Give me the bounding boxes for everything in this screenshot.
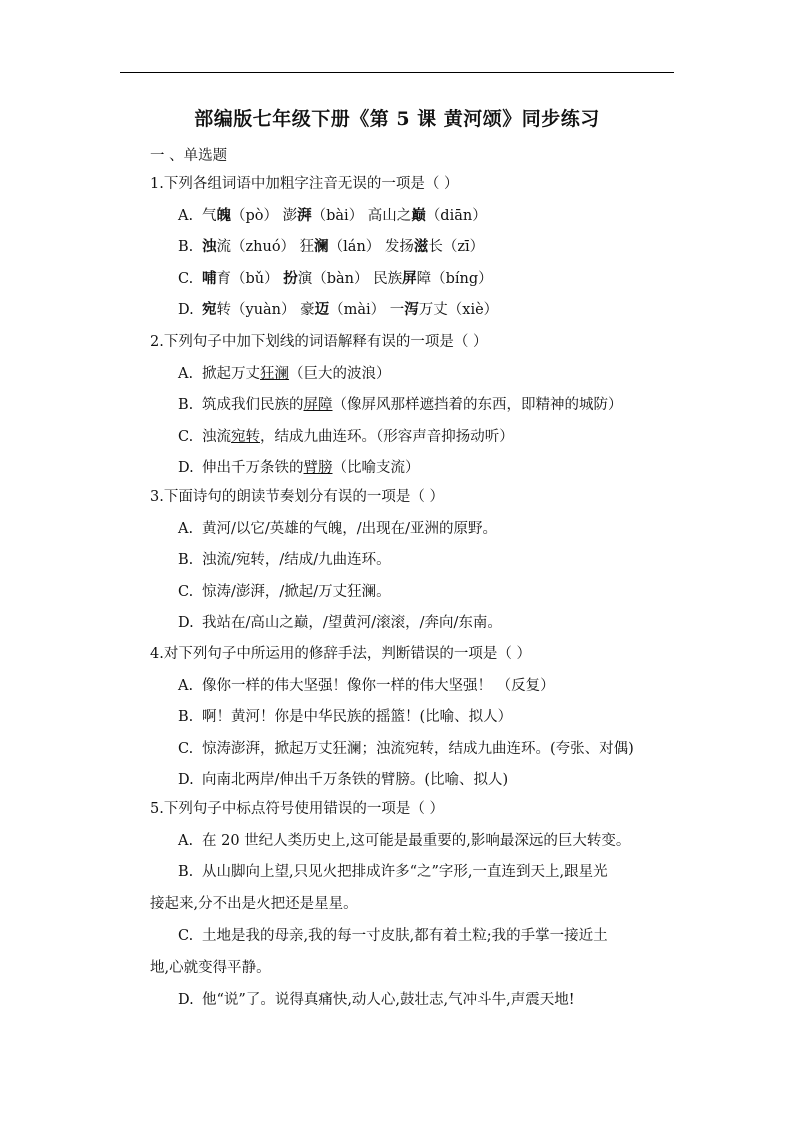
option xyxy=(178,395,623,415)
option-label: A. xyxy=(178,207,194,224)
option-label: D. xyxy=(178,302,194,319)
option-label: B. xyxy=(178,239,194,256)
option xyxy=(178,550,391,570)
option xyxy=(178,676,555,696)
option-text: 他“说”了。说得真痛快,动人心,鼓壮志,气冲斗牛,声震天地! xyxy=(202,992,575,1009)
section-heading: 一 、单选题 xyxy=(150,148,228,164)
option-text: （pò） 澎 xyxy=(231,207,298,224)
option xyxy=(178,770,508,790)
bold-char: 滋 xyxy=(413,238,429,256)
option-label: C. xyxy=(178,740,194,757)
bold-char: 哺 xyxy=(202,269,217,287)
option-label: C. xyxy=(178,428,194,445)
option-label: B. xyxy=(178,709,194,726)
bold-char: 湃 xyxy=(297,206,312,224)
option xyxy=(178,739,634,759)
underlined-word: 屏障 xyxy=(303,397,333,414)
underlined-word: 臂膀 xyxy=(303,460,333,477)
question-stem: 4.对下列句子中所运用的修辞手法，判断错误的一项是（ ） xyxy=(150,646,531,662)
option xyxy=(178,300,498,320)
option xyxy=(178,990,575,1010)
option-text: 惊涛/澎湃，/掀起/万丈狂澜。 xyxy=(202,583,391,600)
bold-char: 魄 xyxy=(216,206,231,224)
option xyxy=(178,458,420,478)
option-text: 惊涛澎湃，掀起万丈狂澜；浊流宛转，结成九曲连环。(夸张、对偶) xyxy=(202,740,634,757)
option-label: A. xyxy=(178,365,194,382)
option-text: 长（zī） xyxy=(428,239,485,256)
option-text: 像你一样的伟大坚强！像你一样的伟大坚强！ （反复） xyxy=(202,677,555,694)
option-label: D. xyxy=(178,992,194,1009)
option xyxy=(178,364,391,384)
option-text: 伸出千万条铁的 xyxy=(202,460,304,477)
bold-char: 扮 xyxy=(283,269,298,287)
option xyxy=(178,206,487,226)
option-label: A. xyxy=(178,520,194,537)
option-text: 育（bǔ） xyxy=(216,270,284,287)
option-label: C. xyxy=(178,270,194,287)
bold-char: 宛 xyxy=(202,301,217,319)
option-continuation: 地,心就变得平静。 xyxy=(150,960,271,977)
option-text: 我站在/高山之巅，/望黄河/滚滚，/奔向/东南。 xyxy=(202,615,502,632)
bold-char: 泻 xyxy=(404,301,419,319)
option xyxy=(178,269,493,289)
bold-char: 迈 xyxy=(314,301,330,319)
option-label: D. xyxy=(178,460,194,477)
option-text: （bài） 高山之 xyxy=(311,207,412,224)
bold-char: 浊 xyxy=(202,238,217,256)
option-text: 啊！黄河！你是中华民族的摇篮！(比喻、拟人） xyxy=(202,709,513,726)
question-stem: 2.下列句子中加下划线的词语解释有误的一项是（ ） xyxy=(150,334,488,350)
page-title: 部编版七年级下册《第 5 课 黄河颂》同步练习 xyxy=(194,108,600,130)
option-text: 气 xyxy=(202,207,217,224)
option xyxy=(178,707,512,727)
header-rule xyxy=(120,72,674,73)
option-label: D. xyxy=(178,615,194,632)
question-stem: 5.下列句子中标点符号使用错误的一项是（ ） xyxy=(150,801,444,817)
option-text: 演（bàn） 民族 xyxy=(297,270,403,287)
option-label: B. xyxy=(178,864,194,881)
bold-char: 澜 xyxy=(314,238,329,256)
underlined-word: 宛转 xyxy=(231,428,260,445)
option-text: 筑成我们民族的 xyxy=(202,397,304,414)
option-text: 浊流 xyxy=(202,428,231,445)
option-text: （diān） xyxy=(425,207,487,224)
option-text: ，结成九曲连环。（形容声音抑扬动听） xyxy=(260,428,514,445)
option-text: 土地是我的母亲,我的每一寸皮肤,都有着土粒;我的手掌一接近土 xyxy=(202,928,608,945)
option-label: C. xyxy=(178,928,194,945)
option-label: A. xyxy=(178,832,194,849)
option xyxy=(178,926,608,946)
option-label: D. xyxy=(178,772,194,789)
option xyxy=(178,831,630,851)
option xyxy=(178,582,391,602)
bold-char: 巅 xyxy=(411,206,426,224)
option-text: 万丈（xiè） xyxy=(418,302,499,319)
option-text: 黄河/以它/英雄的气魄，/出现在/亚洲的原野。 xyxy=(202,520,498,537)
question-stem: 3.下面诗句的朗读节奏划分有误的一项是（ ） xyxy=(150,489,444,505)
option xyxy=(178,237,484,257)
option-text: 转（yuàn） 豪 xyxy=(216,302,315,319)
option-text: （像屏风那样遮挡着的东西，即精神的城防） xyxy=(332,397,623,414)
option-label: B. xyxy=(178,397,194,414)
option-text: 在 20 世纪人类历史上,这可能是最重要的,影响最深远的巨大转变。 xyxy=(202,832,631,849)
option-text: 障（bíng） xyxy=(416,270,493,287)
option-text: （巨大的波浪） xyxy=(289,365,391,382)
option-label: C. xyxy=(178,583,194,600)
option-label: B. xyxy=(178,552,194,569)
option-label: A. xyxy=(178,677,194,694)
option xyxy=(178,862,608,882)
option-text: 浊流/宛转，/结成/九曲连环。 xyxy=(202,552,391,569)
option-text: （mài） 一 xyxy=(329,302,405,319)
option-continuation: 接起来,分不出是火把还是星星。 xyxy=(150,896,358,913)
option-text: 掀起万丈 xyxy=(202,365,260,382)
option-text: 向南北两岸/伸出千万条铁的臂膀。(比喻、拟人) xyxy=(202,772,509,789)
option xyxy=(178,519,497,539)
option xyxy=(178,427,514,447)
option-text: （lán） 发扬 xyxy=(328,239,414,256)
option-text: （比喻支流） xyxy=(332,460,420,477)
underlined-word: 狂澜 xyxy=(260,365,289,382)
question-stem: 1.下列各组词语中加粗字注音无误的一项是（ ） xyxy=(150,176,459,192)
option-text: 从山脚向上望,只见火把排成许多“之”字形,一直连到天上,跟星光 xyxy=(202,864,608,881)
bold-char: 屏 xyxy=(402,269,417,287)
option-text: 流（zhuó） 狂 xyxy=(216,239,315,256)
option xyxy=(178,613,502,633)
